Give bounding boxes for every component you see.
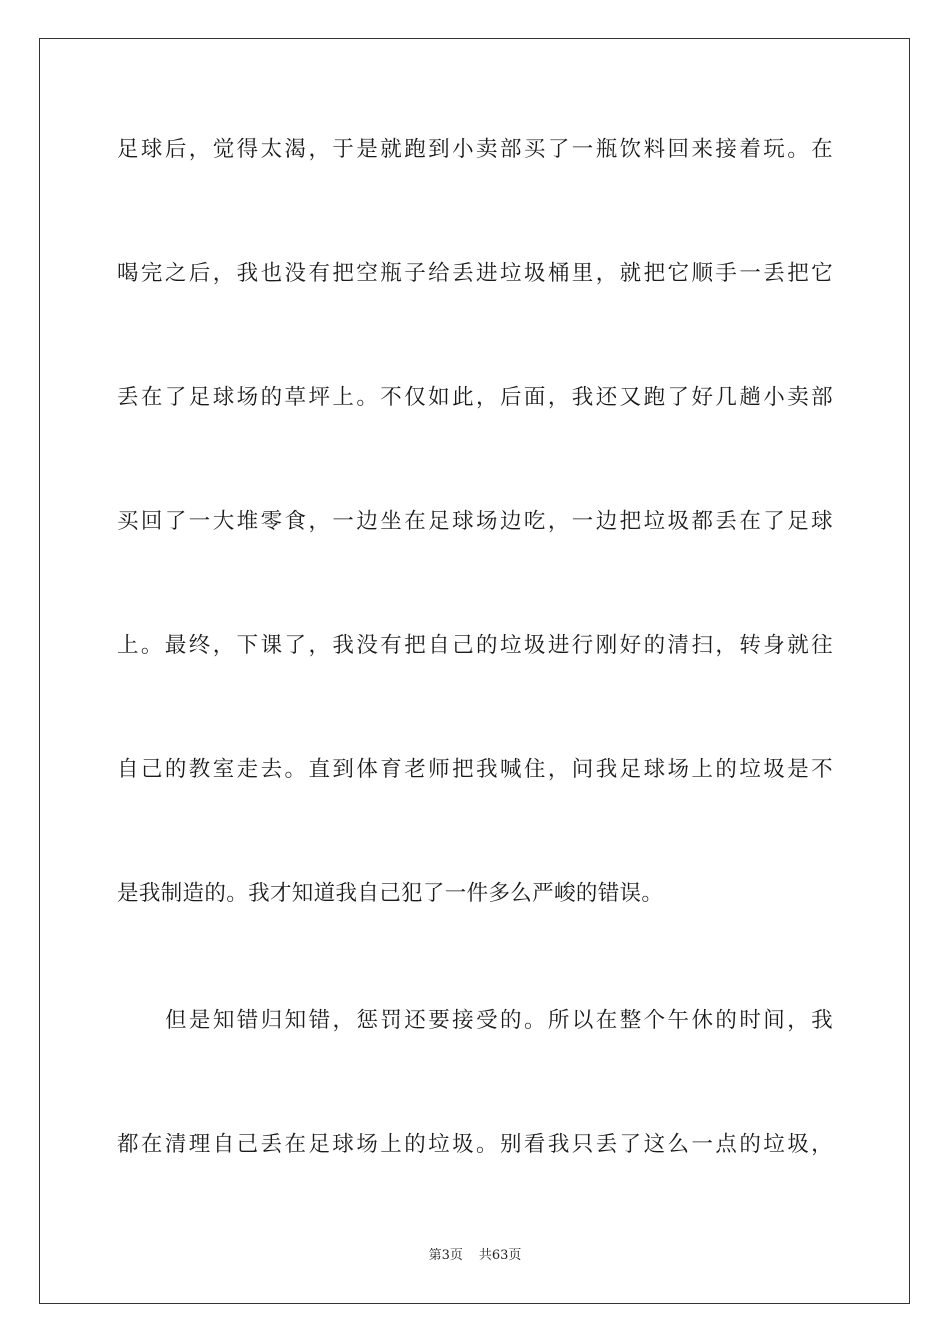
page-border: [39, 38, 910, 1304]
page-footer: [0, 1247, 950, 1265]
page-total: 共63页: [478, 1248, 522, 1263]
body-line-9: 都在清理自己丢在足球场上的垃圾。别看我只丢了这么一点的垃圾，: [117, 1132, 833, 1157]
body-line-3: 丢在了足球场的草坪上。不仅如此，后面，我还又跑了好几趟小卖部: [117, 385, 833, 410]
page-number: 第3页: [428, 1248, 463, 1263]
body-line-2: 喝完之后，我也没有把空瓶子给丢进垃圾桶里，就把它顺手一丢把它: [117, 261, 833, 286]
body-line-7: 是我制造的。我才知道我自己犯了一件多么严峻的错误。: [117, 881, 664, 906]
body-line-1: 足球后，觉得太渴，于是就跑到小卖部买了一瓶饮料回来接着玩。在: [117, 137, 833, 162]
body-line-6: 自己的教室走去。直到体育老师把我喊住，问我足球场上的垃圾是不: [117, 757, 833, 782]
body-line-5: 上。最终，下课了，我没有把自己的垃圾进行刚好的清扫，转身就往: [117, 633, 833, 658]
body-line-8: 但是知错归知错，惩罚还要接受的。所以在整个午休的时间，我: [165, 1008, 833, 1033]
body-line-4: 买回了一大堆零食，一边坐在足球场边吃，一边把垃圾都丢在了足球: [117, 509, 833, 534]
